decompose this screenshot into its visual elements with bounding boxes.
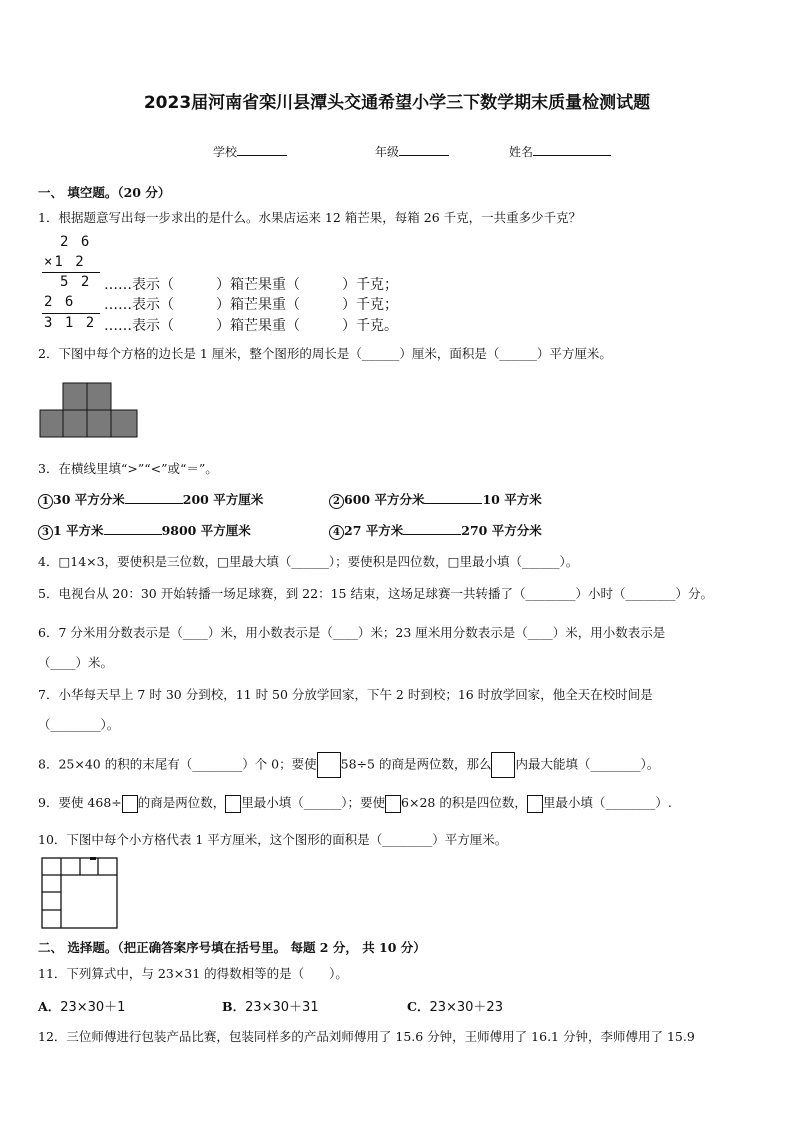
grade-field[interactable] — [375, 143, 449, 160]
q3-blank-1[interactable] — [125, 491, 183, 504]
option-b-letter: B． — [222, 999, 246, 1014]
calc-line-1 — [42, 272, 100, 273]
q3-item-1-right: 200 平方厘米 — [182, 492, 264, 507]
q3-blank-2[interactable] — [424, 491, 482, 504]
q9-text — [38, 793, 672, 813]
q2-text: 2．下图中每个方格的边长是 1 厘米，整个图形的周长是（______）厘米，面积是（______）平方厘米。 — [38, 346, 612, 361]
q10-mark — [90, 857, 96, 860]
option-c-letter: C． — [407, 999, 430, 1014]
q8-text — [38, 752, 659, 778]
q8-blank-box-1[interactable] — [317, 752, 341, 778]
q3-item-2-right: 10 平方米 — [482, 492, 542, 507]
q10-text: 10．下图中每个小方格代表 1 平方厘米，这个图形的面积是（________）平方厘米。 — [38, 832, 508, 847]
school-label: 学校 — [213, 145, 238, 159]
q3-item-3-right: 9800 平方厘米 — [161, 523, 251, 538]
q9-part4: 6×28 的积是四位数， — [401, 795, 527, 810]
q12-text: 12．三位师傅进行包装产品比赛，包装同样多的产品刘师傅用了 15.6 分钟，王师傅用了 16.1 分钟，李师傅用了 15.9 — [38, 1029, 695, 1044]
q3-item-4-right: 270 平方分米 — [461, 523, 542, 538]
name-label: 姓名 — [509, 145, 534, 159]
q2-cell — [87, 410, 111, 437]
q8-part1: 8．25×40 的积的末尾有（________）个 0；要使 — [38, 756, 317, 772]
q9-blank-box-2[interactable] — [225, 795, 241, 813]
q3-text: 3．在横线里填“>”“<”或“＝”。 — [38, 461, 218, 476]
name-field[interactable] — [509, 143, 611, 160]
q9-blank-box-3[interactable] — [385, 795, 401, 813]
circle-number-1: 1 — [38, 494, 53, 509]
section1-heading: 一、 填空题。（20 分） — [38, 185, 171, 200]
q5-text: 5．电视台从 20：30 开始转播一场足球赛，到 22：15 结束，这场足球赛一共转播了（________）小时（________）分。 — [38, 586, 713, 601]
q4-text: 4．□14×3，要使积是三位数，□里最大填（______）；要使积是四位数，□里最小填（______）。 — [38, 554, 579, 569]
q3-item-4 — [329, 521, 542, 540]
q11-option-b[interactable] — [222, 996, 319, 1015]
q11-text: 11．下列算式中，与 23×31 的得数相等的是（ ）。 — [38, 966, 348, 981]
q7-line1: 7．小华每天早上 7 时 30 分到校，11 时 50 分放学回家，下午 2 时到校；16 时放学回家，他全天在校时间是 — [38, 687, 653, 702]
option-c-expr: 23×30＋23 — [429, 1000, 503, 1015]
q11-option-a[interactable] — [38, 996, 125, 1015]
school-field[interactable] — [213, 143, 287, 160]
q11-option-c[interactable] — [407, 996, 503, 1015]
section2-heading: 二、 选择题。（把正确答案序号填在括号里。 每题 2 分， 共 10 分） — [38, 940, 426, 955]
calc-row-1: 2 6 — [60, 234, 92, 250]
circle-number-2: 2 — [329, 494, 344, 509]
q1-annotation-1: ……表示（ ）箱芒果重（ ）千克； — [104, 277, 398, 293]
page-title: 2023届河南省栾川县潭头交通希望小学三下数学期末质量检测试题 — [143, 93, 651, 113]
option-b-expr: 23×30＋31 — [245, 1000, 319, 1015]
q9-part1: 9．要使 468÷ — [38, 795, 122, 810]
q2-cell — [63, 410, 87, 437]
q3-item-3-left: 1 平方米 — [53, 523, 104, 538]
q2-cell — [111, 410, 137, 437]
q1-text: 1．根据题意写出每一步求出的是什么。水果店运来 12 箱芒果，每箱 26 千克，一共重多少千克？ — [38, 210, 582, 225]
q9-part3: 里最小填（______）；要使 — [241, 795, 386, 810]
q1-annotation-2: ……表示（ ）箱芒果重（ ）千克； — [104, 297, 398, 313]
calc-line-2 — [42, 313, 100, 314]
q2-cell — [40, 410, 63, 437]
option-a-expr: 23×30＋1 — [60, 1000, 126, 1015]
q8-part2: 58÷5 的商是两位数，那么 — [340, 756, 492, 772]
q8-blank-box-2[interactable] — [491, 752, 515, 778]
calc-row-5: 3 1 2 — [44, 315, 97, 331]
q9-blank-box-4[interactable] — [527, 795, 543, 813]
q9-blank-box-1[interactable] — [122, 795, 138, 813]
q3-blank-3[interactable] — [104, 522, 162, 535]
option-a-letter: A． — [38, 999, 61, 1014]
q3-item-1 — [38, 490, 263, 509]
circle-number-3: 3 — [38, 525, 53, 540]
q7-line2: （________）。 — [38, 717, 120, 732]
q10-grid-figure — [40, 856, 120, 930]
q3-item-1-left: 30 平方分米 — [53, 492, 125, 507]
q3-item-2-left: 600 平方分米 — [344, 492, 425, 507]
q2-cell — [63, 383, 87, 410]
grade-label: 年级 — [375, 145, 400, 159]
q3-item-2 — [329, 490, 542, 509]
circle-number-4: 4 — [329, 525, 344, 540]
calc-row-4: 2 6 — [44, 294, 76, 310]
q3-item-3 — [38, 521, 251, 540]
q6-line2: （____）米。 — [38, 655, 114, 670]
q2-cell — [87, 383, 111, 410]
q9-part5: 里最小填（________）. — [542, 795, 672, 810]
q1-annotation-3: ……表示（ ）箱芒果重（ ）千克。 — [104, 318, 398, 334]
q8-part3: 内最大能填（________）。 — [515, 756, 660, 772]
calc-row-3: 5 2 — [60, 274, 92, 290]
q3-item-4-left: 27 平方米 — [344, 523, 404, 538]
q3-blank-4[interactable] — [403, 522, 461, 535]
q2-grid-figure — [39, 382, 139, 438]
q9-part2: 的商是两位数， — [137, 795, 226, 810]
q6-line1: 6．7 分米用分数表示是（____）米，用小数表示是（____）米；23 厘米用分数表示是（____）米，用小数表示是 — [38, 625, 666, 640]
calc-row-2: ×1 2 — [44, 254, 86, 270]
